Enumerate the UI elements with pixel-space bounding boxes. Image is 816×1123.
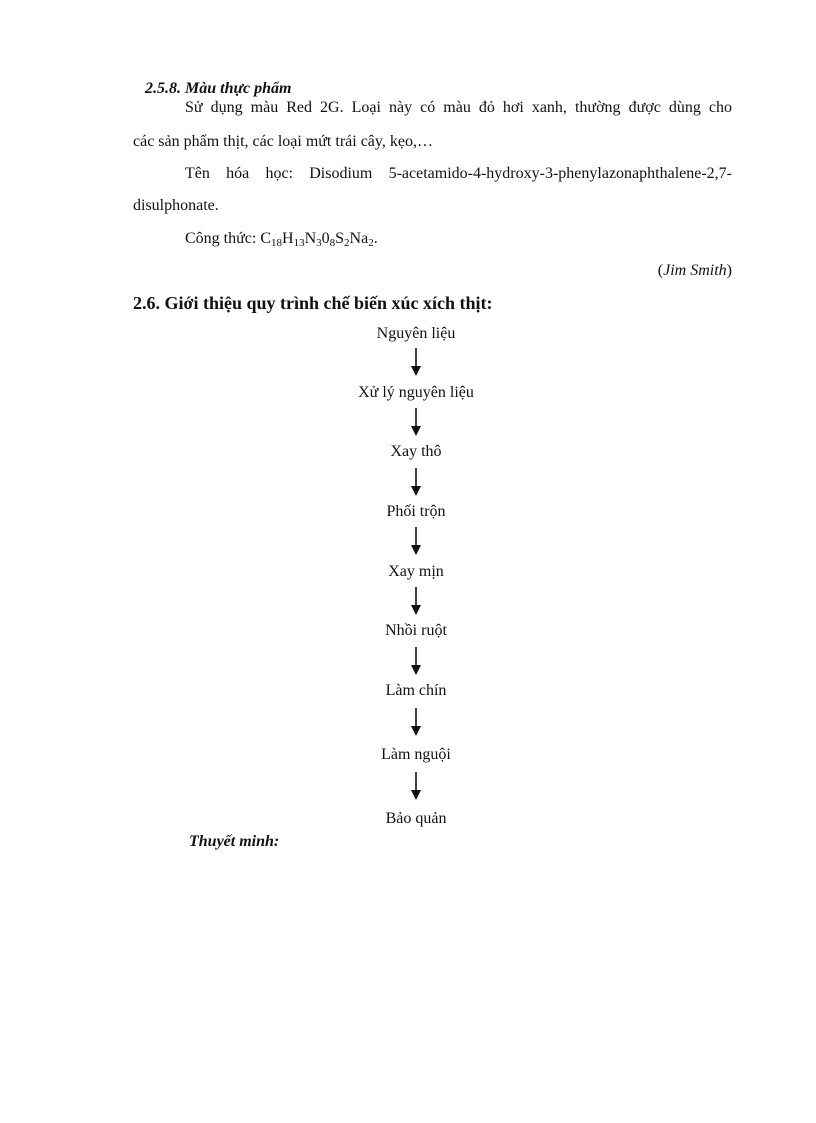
- formula-element: S: [335, 230, 345, 247]
- chemical-formula: [185, 229, 378, 249]
- citation-paren-open: (: [657, 262, 664, 279]
- flow-step: Nguyên liệu: [376, 325, 456, 342]
- flow-step: Làm chín: [385, 682, 447, 699]
- flow-step: Xay thô: [390, 443, 442, 460]
- formula-element: C: [260, 230, 272, 247]
- formula-subscript: 8: [329, 237, 336, 249]
- flow-step: Nhồi ruột: [385, 622, 447, 639]
- formula-element: H: [282, 230, 294, 247]
- section-heading-2-5-8: 2.5.8. Màu thực phẩm: [145, 80, 292, 97]
- flow-step: Xay mịn: [388, 563, 444, 580]
- formula-subscript: 3: [316, 237, 322, 249]
- down-arrow-icon: [409, 647, 423, 675]
- formula-subscript: 2: [368, 237, 374, 249]
- formula-subscript: 13: [293, 237, 305, 249]
- section-heading-2-6: 2.6. Giới thiệu quy trình chế biến xúc xích thịt:: [133, 293, 493, 313]
- down-arrow-icon: [409, 468, 423, 496]
- paragraph-line: các sản phẩm thịt, các loại mứt trái cây, kẹo,…: [133, 133, 433, 150]
- down-arrow-icon: [409, 348, 423, 376]
- down-arrow-icon: [409, 408, 423, 436]
- formula-element: 0: [321, 230, 330, 247]
- flow-step: Bảo quản: [385, 810, 447, 827]
- chemical-name-line: disulphonate.: [133, 197, 219, 214]
- citation: [658, 261, 732, 281]
- formula-element: Na: [349, 230, 369, 247]
- formula-period: .: [373, 230, 378, 247]
- citation-paren-close: ): [726, 262, 732, 279]
- flow-step: Phối trộn: [386, 503, 446, 520]
- explanation-heading: Thuyết minh:: [189, 833, 280, 850]
- down-arrow-icon: [409, 708, 423, 736]
- chemical-name-line: Tên hóa học: Disodium 5-acetamido-4-hydroxy-3-phenylazonaphthalene-2,7-: [185, 165, 732, 182]
- down-arrow-icon: [409, 772, 423, 800]
- paragraph-line: Sử dụng màu Red 2G. Loại này có màu đỏ hơi xanh, thường được dùng cho: [185, 99, 732, 116]
- formula-subscript: 2: [344, 237, 350, 249]
- formula-element: N: [304, 230, 317, 247]
- down-arrow-icon: [409, 527, 423, 555]
- citation-author: Jim Smith: [663, 262, 727, 279]
- down-arrow-icon: [409, 587, 423, 615]
- formula-label: Công thức:: [185, 230, 261, 247]
- flow-step: Làm nguội: [381, 746, 451, 763]
- flow-step: Xử lý nguyên liệu: [358, 384, 474, 401]
- formula-subscript: 18: [271, 237, 283, 249]
